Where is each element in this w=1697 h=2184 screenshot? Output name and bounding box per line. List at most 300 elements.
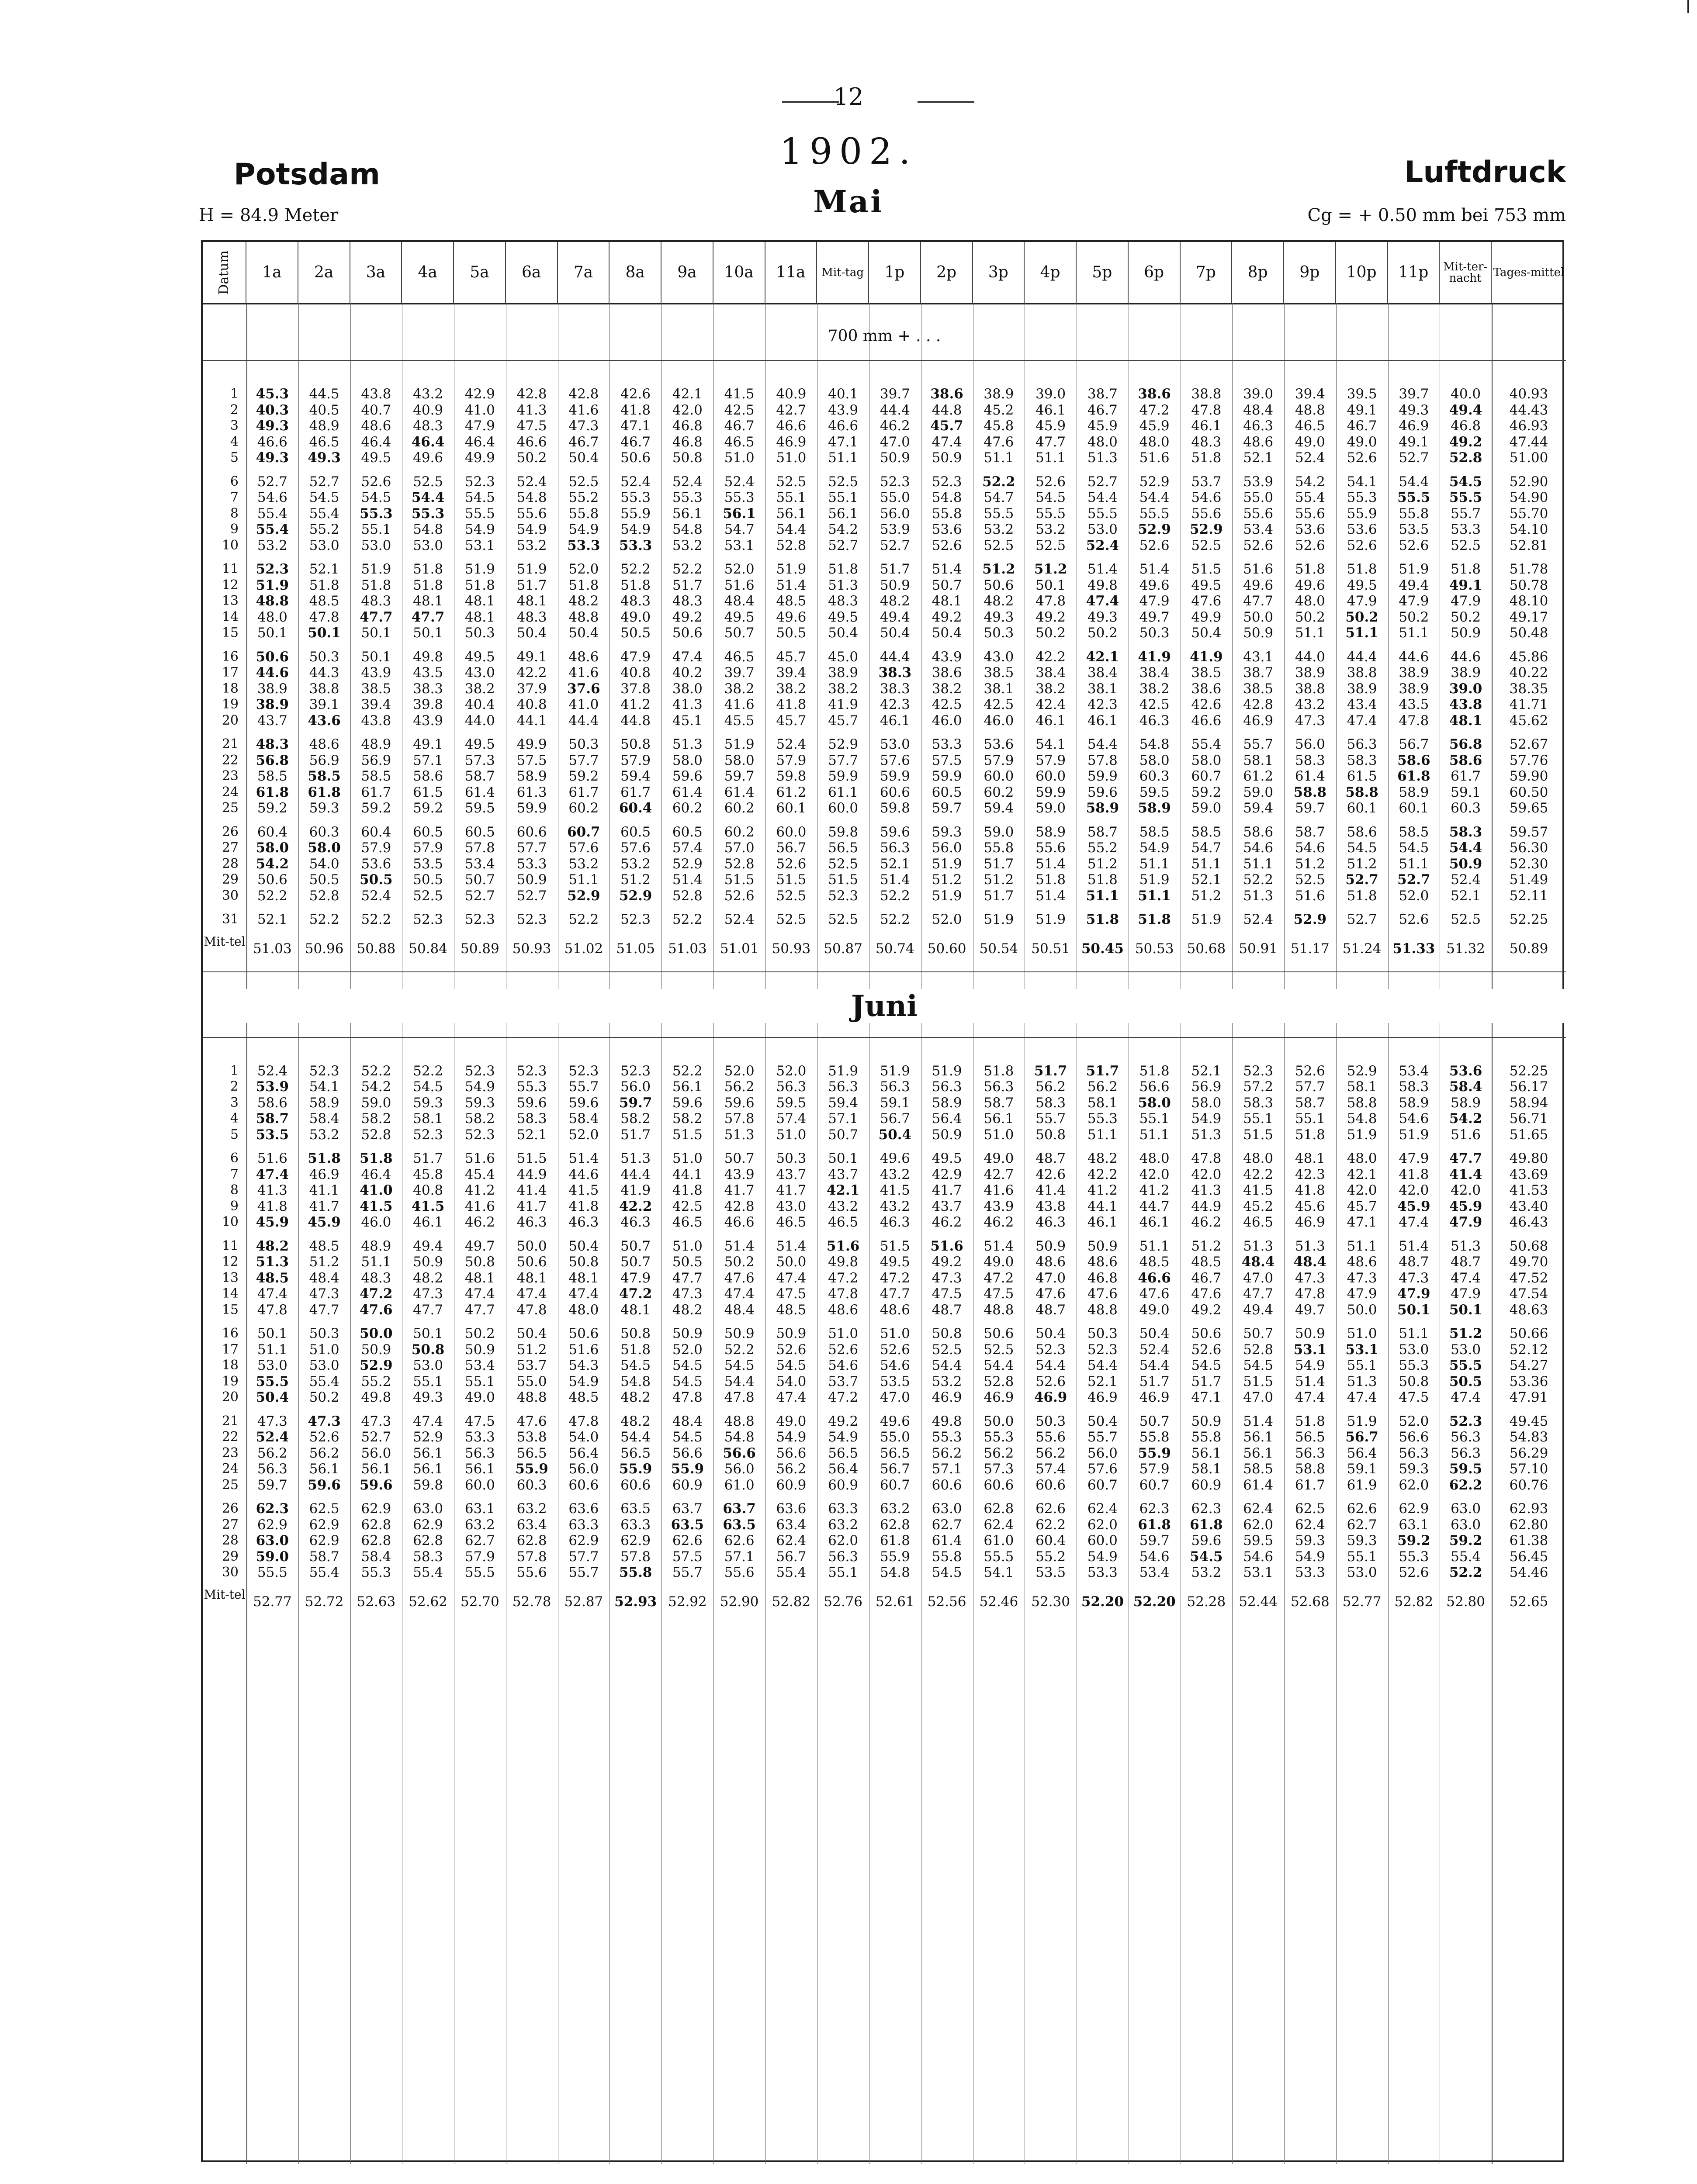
hourly-value: 41.8 — [620, 402, 651, 418]
hourly-value: 49.3 — [1087, 609, 1118, 625]
hourly-value: 50.4 — [516, 625, 547, 641]
hourly-value: 51.8 — [828, 561, 859, 577]
hourly-value: 58.0 — [672, 752, 703, 768]
hourly-value: 51.4 — [1399, 1238, 1429, 1254]
hourly-value: 51.6 — [1295, 888, 1325, 904]
hourly-value: 47.5 — [984, 1286, 1014, 1302]
hourly-value: 55.7 — [1036, 1111, 1066, 1127]
hourly-value: 54.9 — [568, 1373, 599, 1389]
hourly-value: 41.6 — [568, 402, 599, 418]
hourly-value: 55.5 — [464, 1565, 495, 1580]
hourly-value: 56.7 — [880, 1461, 910, 1477]
hourly-value: 57.6 — [620, 840, 651, 856]
hourly-value: 48.1 — [620, 1302, 651, 1318]
hourly-value: 62.9 — [257, 1517, 287, 1533]
header-hour: 2a — [298, 242, 350, 303]
hourly-value: 54.4 — [1399, 473, 1429, 490]
hourly-value: 58.8 — [1345, 784, 1378, 800]
hourly-value: 59.4 — [828, 1095, 859, 1111]
hourly-value: 51.9 — [880, 1063, 910, 1079]
hourly-value: 51.2 — [1191, 1238, 1222, 1254]
hourly-value: 50.0 — [776, 1254, 807, 1270]
hourly-value: 50.8 — [464, 1254, 495, 1270]
station-name: Potsdam — [234, 157, 380, 192]
hourly-value: 52.3 — [1449, 1413, 1482, 1429]
hourly-value: 53.0 — [309, 537, 339, 553]
hourly-value: 63.4 — [516, 1517, 547, 1533]
hourly-value: 57.6 — [880, 752, 910, 768]
hourly-value: 46.1 — [1087, 1214, 1118, 1230]
hourly-value: 54.5 — [1347, 840, 1377, 856]
hourly-value: 48.6 — [1347, 1254, 1377, 1270]
daily-mean-value: 45.86 — [1509, 649, 1548, 665]
hourly-value: 54.5 — [1243, 1358, 1274, 1373]
hourly-value: 55.3 — [672, 490, 703, 505]
quantity-title: Luftdruck — [1404, 155, 1566, 190]
hourly-value: 51.0 — [828, 1326, 859, 1341]
hourly-value: 46.5 — [776, 1214, 807, 1230]
hourly-value: 52.1 — [1191, 1063, 1222, 1079]
hourly-value: 52.5 — [828, 912, 859, 927]
hourly-value: 46.9 — [984, 1389, 1014, 1405]
hourly-value: 38.9 — [984, 386, 1014, 402]
hourly-value: 47.2 — [880, 1270, 910, 1286]
hourly-value: 50.6 — [672, 625, 703, 641]
hourly-value: 43.9 — [932, 649, 962, 665]
hourly-value: 60.2 — [724, 824, 755, 840]
hourly-value: 60.7 — [567, 824, 600, 840]
hourly-value: 38.5 — [361, 681, 391, 697]
hourly-value: 47.3 — [1295, 712, 1325, 729]
hourly-value: 56.1 — [1243, 1429, 1274, 1445]
hourly-value: 59.3 — [309, 800, 339, 816]
hourly-value: 56.0 — [880, 505, 910, 522]
hourly-value: 56.0 — [620, 1079, 651, 1095]
daily-mean-value: 51.78 — [1509, 561, 1548, 577]
hourly-value: 62.7 — [932, 1517, 962, 1533]
hourly-value: 55.3 — [620, 490, 651, 505]
hourly-value: 54.4 — [411, 490, 445, 505]
hourly-value: 42.5 — [724, 402, 755, 418]
hourly-value: 52.5 — [776, 473, 807, 490]
hourly-value: 60.1 — [776, 800, 807, 816]
hourly-value: 38.9 — [1295, 665, 1325, 681]
hourly-value: 41.7 — [309, 1198, 339, 1214]
daily-mean-value: 45.62 — [1509, 712, 1548, 729]
hourly-value: 52.5 — [828, 856, 859, 872]
hourly-value: 53.3 — [567, 537, 600, 553]
hourly-value: 52.9 — [413, 1429, 443, 1445]
hourly-value: 54.2 — [828, 522, 859, 537]
hourly-value: 55.8 — [932, 505, 962, 522]
hourly-value: 53.6 — [1449, 1063, 1482, 1079]
hourly-value: 56.3 — [880, 840, 910, 856]
hourly-value: 51.8 — [1191, 450, 1222, 466]
hourly-value: 52.2 — [413, 1063, 443, 1079]
header-hour: 3p — [973, 242, 1025, 303]
hourly-value: 48.8 — [1295, 402, 1325, 418]
hourly-value: 52.2 — [361, 1063, 391, 1079]
hourly-value: 51.9 — [256, 577, 289, 593]
hourly-value: 42.3 — [1087, 697, 1118, 712]
hourly-value: 59.2 — [1397, 1533, 1430, 1548]
hourly-mean-value: 50.93 — [772, 940, 811, 957]
page-number-rule-right — [918, 101, 974, 103]
hourly-value: 61.0 — [984, 1533, 1014, 1548]
hourly-value: 44.6 — [1451, 649, 1481, 665]
hourly-value: 47.8 — [828, 1286, 859, 1302]
hourly-mean-value: 50.60 — [927, 940, 966, 957]
hourly-value: 51.0 — [776, 450, 807, 466]
hourly-value: 56.1 — [723, 505, 756, 522]
hourly-value: 51.4 — [1036, 856, 1066, 872]
hourly-value: 58.4 — [568, 1111, 599, 1127]
hourly-value: 54.8 — [724, 1429, 755, 1445]
hourly-value: 47.2 — [1139, 402, 1170, 418]
hourly-value: 51.0 — [1347, 1326, 1377, 1341]
header-daily-mean: Tages-mittel — [1493, 266, 1565, 279]
hourly-value: 42.1 — [826, 1182, 860, 1198]
hourly-value: 51.8 — [620, 577, 651, 593]
hourly-value: 54.1 — [1036, 736, 1066, 752]
hourly-value: 48.7 — [1451, 1254, 1481, 1270]
hourly-value: 47.6 — [984, 434, 1014, 450]
hourly-value: 62.6 — [1036, 1501, 1066, 1517]
hourly-value: 48.8 — [984, 1302, 1014, 1318]
hourly-value: 54.9 — [1295, 1548, 1325, 1565]
hourly-value: 50.9 — [1243, 625, 1274, 641]
hourly-value: 57.8 — [464, 840, 495, 856]
hourly-mean-value: 51.17 — [1291, 940, 1330, 957]
day-number: 19 — [222, 1373, 239, 1389]
hourly-value: 47.3 — [672, 1286, 703, 1302]
daily-mean-value: 59.65 — [1509, 800, 1548, 816]
day-number: 1 — [230, 386, 239, 401]
hourly-value: 47.4 — [1451, 1389, 1481, 1405]
hourly-value: 46.6 — [257, 434, 287, 450]
hourly-value: 51.5 — [776, 872, 807, 888]
hourly-value: 48.1 — [568, 1270, 599, 1286]
hourly-value: 58.5 — [1399, 824, 1429, 840]
hourly-value: 60.1 — [1399, 800, 1429, 816]
hourly-value: 56.0 — [1087, 1445, 1118, 1461]
pressure-table — [201, 240, 1564, 2162]
hourly-value: 41.2 — [1139, 1182, 1170, 1198]
hourly-value: 63.5 — [620, 1501, 651, 1517]
hourly-value: 46.7 — [568, 434, 599, 450]
hourly-value: 48.6 — [1087, 1254, 1118, 1270]
hourly-value: 53.2 — [516, 537, 547, 553]
day-number: 29 — [222, 1548, 239, 1564]
hourly-value: 47.3 — [361, 1413, 391, 1429]
hourly-value: 55.3 — [984, 1429, 1014, 1445]
hourly-value: 60.5 — [464, 824, 495, 840]
hourly-value: 42.7 — [776, 402, 807, 418]
hourly-value: 49.0 — [776, 1413, 807, 1429]
hourly-value: 56.2 — [932, 1445, 962, 1461]
hourly-value: 62.4 — [1087, 1501, 1118, 1517]
hourly-value: 57.8 — [724, 1111, 755, 1127]
hourly-value: 50.9 — [880, 450, 910, 466]
header-hour: 7a — [558, 242, 610, 303]
hourly-value: 56.4 — [932, 1111, 962, 1127]
hourly-value: 51.3 — [1451, 1238, 1481, 1254]
hourly-value: 43.2 — [1295, 697, 1325, 712]
hourly-value: 59.0 — [1191, 800, 1222, 816]
hourly-value: 52.3 — [413, 912, 443, 927]
header-hour: 7p — [1181, 242, 1233, 303]
hourly-value: 62.4 — [1295, 1517, 1325, 1533]
hourly-value: 50.4 — [568, 625, 599, 641]
hourly-value: 55.1 — [1295, 1111, 1325, 1127]
hourly-value: 44.4 — [880, 402, 910, 418]
hourly-value: 53.5 — [880, 1373, 910, 1389]
hourly-value: 43.0 — [984, 649, 1014, 665]
hourly-value: 50.9 — [1087, 1238, 1118, 1254]
hourly-value: 59.1 — [1451, 784, 1481, 800]
hourly-value: 59.9 — [828, 768, 859, 784]
hourly-value: 55.4 — [413, 1565, 443, 1580]
hourly-value: 48.7 — [1399, 1254, 1429, 1270]
hourly-value: 47.4 — [1295, 1389, 1325, 1405]
hourly-value: 49.3 — [984, 609, 1014, 625]
hourly-mean-value: 52.61 — [876, 1593, 914, 1610]
hourly-value: 62.9 — [1399, 1501, 1429, 1517]
hourly-value: 50.7 — [932, 577, 962, 593]
hourly-value: 46.0 — [984, 712, 1014, 729]
hourly-value: 48.2 — [880, 593, 910, 609]
hourly-value: 53.0 — [413, 1358, 443, 1373]
hourly-value: 59.7 — [724, 768, 755, 784]
hourly-value: 59.8 — [776, 768, 807, 784]
hourly-value: 51.5 — [1243, 1373, 1274, 1389]
hourly-value: 63.2 — [880, 1501, 910, 1517]
hourly-value: 41.2 — [1087, 1182, 1118, 1198]
hourly-value: 48.0 — [1139, 434, 1170, 450]
hourly-value: 54.9 — [620, 522, 651, 537]
hourly-value: 58.4 — [361, 1548, 391, 1565]
hourly-value: 50.8 — [411, 1341, 445, 1358]
hourly-value: 52.0 — [776, 1063, 807, 1079]
hourly-value: 49.0 — [1347, 434, 1377, 450]
hourly-value: 53.9 — [1243, 473, 1274, 490]
hourly-value: 51.7 — [413, 1151, 443, 1166]
hourly-value: 50.1 — [1397, 1302, 1430, 1318]
hourly-value: 49.3 — [256, 418, 289, 434]
hourly-value: 48.2 — [672, 1302, 703, 1318]
daily-mean-value: 54.90 — [1509, 490, 1548, 505]
hourly-value: 41.7 — [932, 1182, 962, 1198]
hourly-value: 48.6 — [568, 649, 599, 665]
hourly-value: 38.8 — [1347, 665, 1377, 681]
hourly-mean-value: 52.20 — [1133, 1593, 1176, 1610]
hourly-value: 52.6 — [1295, 537, 1325, 553]
hourly-value: 63.6 — [568, 1501, 599, 1517]
hourly-value: 52.1 — [880, 856, 910, 872]
hourly-value: 48.7 — [932, 1302, 962, 1318]
hourly-value: 59.9 — [1087, 768, 1118, 784]
hourly-value: 51.5 — [828, 872, 859, 888]
hourly-value: 51.1 — [1399, 1326, 1429, 1341]
hourly-value: 52.3 — [620, 1063, 651, 1079]
hourly-value: 52.7 — [464, 888, 495, 904]
hourly-value: 57.1 — [828, 1111, 859, 1127]
hourly-mean-value: 52.92 — [668, 1593, 707, 1610]
day-number: 24 — [222, 784, 239, 800]
hourly-value: 43.9 — [413, 712, 443, 729]
hourly-value: 46.7 — [1087, 402, 1118, 418]
hourly-value: 54.4 — [1139, 490, 1170, 505]
daily-mean-value: 43.69 — [1509, 1166, 1548, 1182]
hourly-value: 58.7 — [464, 768, 495, 784]
hourly-value: 51.9 — [1347, 1413, 1377, 1429]
hourly-value: 63.4 — [776, 1517, 807, 1533]
hourly-value: 47.3 — [257, 1413, 287, 1429]
hourly-value: 60.4 — [257, 824, 287, 840]
header-hour: 1a — [246, 242, 298, 303]
hourly-value: 48.9 — [361, 1238, 391, 1254]
hourly-value: 54.9 — [828, 1429, 859, 1445]
hourly-value: 56.8 — [1449, 736, 1482, 752]
hourly-value: 63.3 — [568, 1517, 599, 1533]
hourly-value: 50.9 — [776, 1326, 807, 1341]
hourly-value: 58.3 — [1347, 752, 1377, 768]
header-hour: 9p — [1284, 242, 1336, 303]
hourly-value: 51.3 — [724, 1127, 755, 1143]
hourly-value: 39.4 — [361, 697, 391, 712]
hourly-value: 52.4 — [1295, 450, 1325, 466]
hourly-value: 62.8 — [880, 1517, 910, 1533]
hourly-value: 38.3 — [878, 665, 912, 681]
hourly-value: 49.4 — [1399, 577, 1429, 593]
mean-row-label: Mit-tel — [204, 934, 246, 949]
hourly-value: 46.6 — [776, 418, 807, 434]
hourly-value: 47.6 — [724, 1270, 755, 1286]
hourly-mean-value: 50.51 — [1031, 940, 1070, 957]
hourly-value: 46.6 — [1191, 712, 1222, 729]
hourly-value: 50.2 — [1345, 609, 1378, 625]
hourly-value: 50.4 — [568, 1238, 599, 1254]
hourly-value: 42.2 — [1087, 1166, 1118, 1182]
hourly-value: 47.5 — [1399, 1389, 1429, 1405]
hourly-value: 51.8 — [1138, 912, 1171, 927]
hourly-value: 46.5 — [724, 434, 755, 450]
hourly-mean-value: 52.28 — [1187, 1593, 1226, 1610]
hourly-value: 54.4 — [1087, 490, 1118, 505]
hourly-value: 50.6 — [984, 1326, 1014, 1341]
hourly-value: 51.5 — [672, 1127, 703, 1143]
hourly-value: 47.0 — [1243, 1389, 1274, 1405]
hourly-value: 55.2 — [1087, 840, 1118, 856]
hourly-value: 54.8 — [672, 522, 703, 537]
hourly-value: 51.2 — [620, 872, 651, 888]
hourly-value: 57.5 — [932, 752, 962, 768]
hourly-value: 51.2 — [516, 1341, 547, 1358]
hourly-value: 54.4 — [776, 522, 807, 537]
hourly-value: 58.6 — [1397, 752, 1430, 768]
hourly-value: 56.5 — [880, 1445, 910, 1461]
hourly-value: 62.4 — [1243, 1501, 1274, 1517]
hourly-value: 46.7 — [1191, 1270, 1222, 1286]
hourly-value: 44.8 — [932, 402, 962, 418]
hourly-value: 60.7 — [880, 1477, 910, 1493]
hourly-value: 42.6 — [1191, 697, 1222, 712]
hourly-value: 49.8 — [361, 1389, 391, 1405]
hourly-value: 51.4 — [1036, 888, 1066, 904]
hourly-value: 63.2 — [516, 1501, 547, 1517]
hourly-value: 44.5 — [309, 386, 339, 402]
hourly-value: 55.3 — [724, 490, 755, 505]
hourly-value: 47.2 — [984, 1270, 1014, 1286]
hourly-value: 47.1 — [1347, 1214, 1377, 1230]
hourly-value: 55.8 — [932, 1548, 962, 1565]
hourly-value: 42.1 — [672, 386, 703, 402]
hourly-value: 54.2 — [1295, 473, 1325, 490]
hourly-value: 49.2 — [1036, 609, 1066, 625]
day-number: 8 — [230, 505, 239, 521]
hourly-value: 63.3 — [828, 1501, 859, 1517]
hourly-value: 50.4 — [880, 625, 910, 641]
hourly-value: 47.4 — [776, 1389, 807, 1405]
hourly-value: 48.9 — [361, 736, 391, 752]
hourly-value: 59.3 — [413, 1095, 443, 1111]
daily-mean-value: 59.90 — [1509, 768, 1548, 784]
hourly-value: 57.4 — [1036, 1461, 1066, 1477]
hourly-value: 45.9 — [256, 1214, 289, 1230]
hourly-mean-value: 52.80 — [1446, 1593, 1485, 1610]
hourly-value: 54.9 — [1191, 1111, 1222, 1127]
header-hour: 10a — [713, 242, 765, 303]
hourly-value: 56.1 — [776, 505, 807, 522]
hourly-value: 53.5 — [1399, 522, 1429, 537]
hourly-value: 54.6 — [1295, 840, 1325, 856]
hourly-value: 51.6 — [1243, 561, 1274, 577]
hourly-value: 45.7 — [1347, 1198, 1377, 1214]
hourly-value: 57.7 — [1295, 1079, 1325, 1095]
hourly-value: 50.2 — [1451, 609, 1481, 625]
hourly-value: 50.5 — [672, 1254, 703, 1270]
hourly-value: 50.3 — [464, 625, 495, 641]
day-number: 13 — [222, 593, 239, 608]
hourly-value: 42.0 — [1139, 1166, 1170, 1182]
hourly-value: 58.9 — [1399, 1095, 1429, 1111]
hourly-value: 50.7 — [724, 1151, 755, 1166]
hourly-value: 52.9 — [567, 888, 600, 904]
hourly-value: 54.6 — [1243, 840, 1274, 856]
hourly-value: 51.6 — [930, 1238, 963, 1254]
hourly-value: 41.3 — [257, 1182, 287, 1198]
hourly-value: 44.6 — [1399, 649, 1429, 665]
hourly-value: 52.2 — [880, 912, 910, 927]
hourly-value: 54.4 — [1449, 840, 1482, 856]
hourly-value: 58.1 — [1191, 1461, 1222, 1477]
hourly-value: 42.9 — [932, 1166, 962, 1182]
hourly-value: 47.7 — [360, 609, 393, 625]
daily-mean-value: 46.43 — [1509, 1214, 1548, 1230]
hourly-value: 38.4 — [1087, 665, 1118, 681]
hourly-value: 60.2 — [672, 800, 703, 816]
hourly-value: 61.3 — [516, 784, 547, 800]
hourly-value: 58.0 — [1138, 1095, 1171, 1111]
hourly-value: 41.8 — [1399, 1166, 1429, 1182]
hourly-value: 56.2 — [1087, 1079, 1118, 1095]
hourly-value: 52.5 — [828, 473, 859, 490]
hourly-value: 59.2 — [1191, 784, 1222, 800]
hourly-value: 63.7 — [672, 1501, 703, 1517]
hourly-value: 52.6 — [1139, 537, 1170, 553]
hourly-value: 40.8 — [413, 1182, 443, 1198]
hourly-value: 40.0 — [1451, 386, 1481, 402]
